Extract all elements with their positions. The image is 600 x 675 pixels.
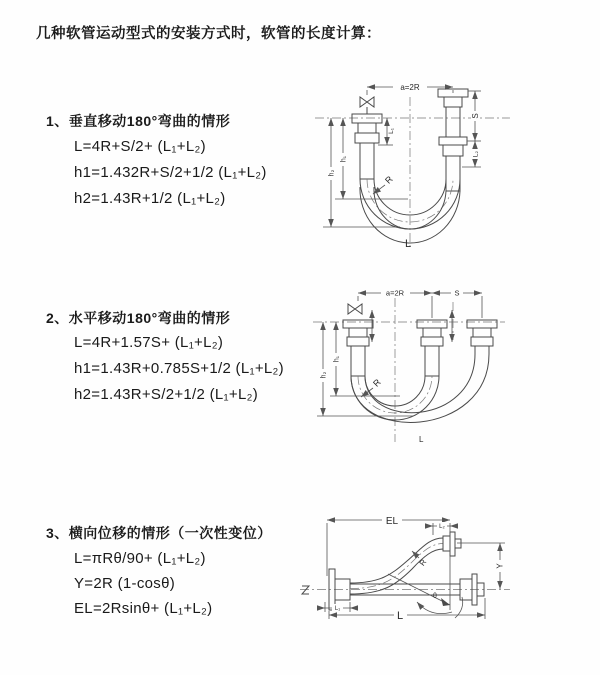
page-title: 几种软管运动型式的安装方式时，软管的长度计算： [36,26,381,42]
dimension-h1 [335,118,408,199]
dimension-fitting-left [317,602,358,612]
dimension-stroke-s [432,288,482,318]
length-label: L [396,610,404,622]
diagram-2-horizontal-bend [305,280,595,465]
hose-u-bend [351,354,489,422]
el-label: EL [385,516,399,527]
formula-line: h2=1.43R+1/2 (L₁+L₂) [74,190,226,207]
fitting-left-label: L₁ [388,128,395,134]
dimension-y [457,543,505,589]
curved-hose [350,538,443,594]
h2-label: h₂ [320,371,328,379]
valve-icon [348,304,362,314]
dimension-el [327,514,450,576]
stroke-label: S [471,113,480,119]
left-hose-fitting [352,114,382,179]
section1-heading: 1、垂直移动180°弯曲的情形 [46,113,231,129]
formula-line: Y=2R (1-cosθ) [74,575,176,592]
right-flange-displaced [443,532,461,556]
radius-label: R [417,557,429,568]
formula-line: L=4R+S/2+ (L₁+L₂) [74,138,206,155]
span-label: a=2R [385,288,405,298]
fitting-left-label: L₁ [334,606,341,612]
formula-line: EL=2Rsinθ+ (L₁+L₂) [74,600,213,617]
formula-line: h1=1.43R+0.785S+1/2 (L₁+L₂) [74,360,284,377]
right-flange-original [460,574,484,605]
break-symbol [302,586,309,594]
right-hose-fitting [438,89,468,191]
angle-label: θ [433,593,437,600]
stroke-label: S [454,288,460,298]
radius-label: R [383,174,395,186]
diagram-1-vertical-bend [305,75,595,260]
length-label: L [419,435,424,444]
h1-label: h₁ [340,155,348,163]
fitting-right-label: L₂ [472,150,480,158]
valve-icon [360,97,374,114]
middle-hose-fitting [417,320,447,376]
dimension-length [329,598,485,622]
span-label: a=2R [400,83,420,92]
formula-line: L=πRθ/90+ (L₁+L₂) [74,550,206,567]
section3-heading: 3、横向位移的情形（一次性变位） [46,525,272,541]
left-hose-fitting [343,320,373,376]
radius-callout [361,377,383,397]
radius-label: R [371,377,383,389]
right-hose-fitting [467,320,497,354]
formula-line: h2=1.43R+S/2+1/2 (L₁+L₂) [74,386,259,403]
centerline [300,586,510,594]
dimension-fitting-left [378,118,395,145]
dimension-stroke-s [467,91,481,141]
formula-line: L=4R+1.57S+ (L₁+L₂) [74,334,224,351]
formula-line: h1=1.432R+S/2+1/2 (L₁+L₂) [74,164,267,181]
y-label: Y [495,563,505,569]
h2-label: h₂ [328,169,336,177]
fitting-right-label: L₂ [439,524,445,530]
section2-heading: 2、水平移动180°弯曲的情形 [46,310,231,326]
length-label: L [405,238,412,250]
diagram-3-lateral-displacement [295,498,595,663]
angle-construction [388,523,463,618]
h1-label: h₁ [333,355,341,363]
dimension-fitting-right [425,522,458,535]
